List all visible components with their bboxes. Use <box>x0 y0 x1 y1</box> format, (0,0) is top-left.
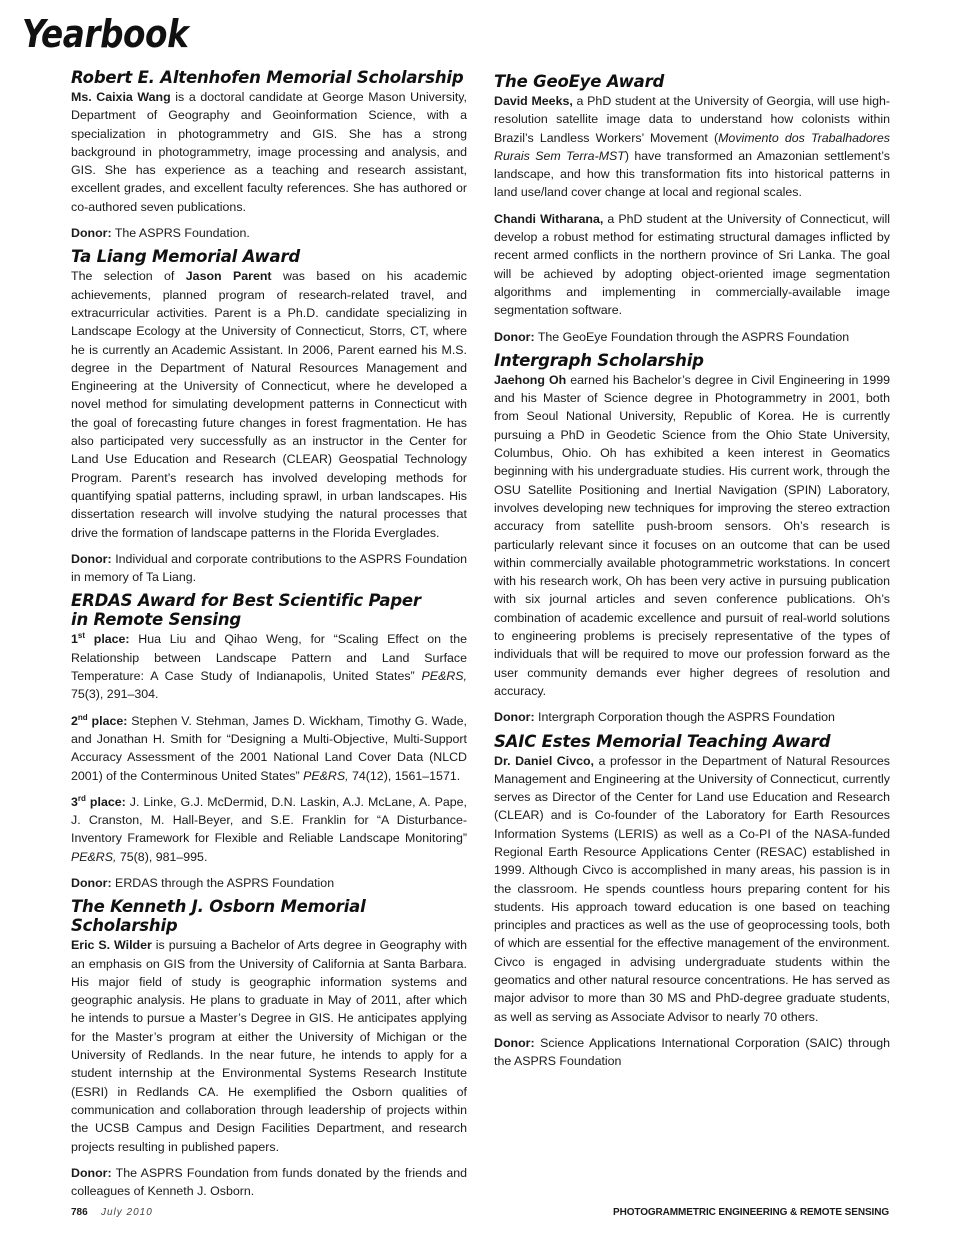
section-body: Chandi Witharana, a PhD student at the University of Connecticut, will develop a robust method for estimating structural damages inflicted by recent armed conflicts in the northern province of Sri Lanka. The goal will be achieved by adopting object-oriented image segmentation algorithms and implementing in commercially-available image segmentation software. <box>494 211 890 318</box>
section-body: Eric S. Wilder is pursuing a Bachelor of Arts degree in Geography with an emphasis on GIS from the University of California at Santa Barbara. His major field of study is geographic information systems and geographic analysis. He plans to graduate in May of 2011, after which he intends to pursue a Master’s Degree in GIS. He anticipates applying for the Master’s program at either the University of Michigan or the University of Redlands. In the near future, he intends to apply for a student internship at the Environmental Systems Research Institute (ESRI) in Redlands CA. He exemplified the Osborn qualities of communication and collaboration through leadership of projects within the UCSB Campus and Design Facilities Department, and research projects resulting in published papers. <box>71 938 467 1154</box>
section-title: The Kenneth J. Osborn Memorial Scholarship <box>71 897 366 936</box>
journal-name: PHOTOGRAMMETRIC ENGINEERING & REMOTE SENSING <box>613 1207 889 1218</box>
page-number: 786 <box>71 1207 88 1218</box>
section-body: Ms. Caixia Wang is a doctoral candidate at George Mason University, Department of Geography and Geoinformation Science, with a specialization in photogrammetry and GIS. She has a strong background in photogrammetry, image processing and analysis, and GIS. She has experience as a teaching and research assistant, excellent grades, and excellent faculty references. She has authored or co-authored seven publications. <box>71 90 467 214</box>
recipient-name: David Meeks, <box>494 94 573 108</box>
recipient-name: Dr. Daniel Civco, <box>494 753 594 768</box>
section-title: Robert E. Altenhofen Memorial Scholarship <box>71 68 464 87</box>
donor-line: Donor: Science Applications International Corporation (SAIC) through the ASPRS Foundation <box>494 1035 890 1069</box>
donor-line: Donor: Intergraph Corporation though the ASPRS Foundation <box>494 710 835 725</box>
left-column <box>71 68 467 1205</box>
section-intergraph <box>494 351 890 727</box>
recipient-name: Jason Parent <box>185 269 272 284</box>
section-saic <box>494 732 890 1071</box>
section-title: Intergraph Scholarship <box>494 350 704 370</box>
third-place: 3rd place: J. Linke, G.J. McDermid, D.N. Laskin, A.J. McLane, A. Pape, J. Cranston, M. Hall-Beyer, and S.E. Franklin for “A Disturbance-Inventory Framework for Flexible and Reliable Landscape Monitoring” PE&RS, 75(8), 981–995. <box>71 793 467 864</box>
issue-date: July 2010 <box>101 1207 153 1218</box>
donor-line: Donor: ERDAS through the ASPRS Foundation <box>71 875 335 890</box>
section-geoeye <box>494 72 890 346</box>
right-column <box>494 72 890 1076</box>
masthead-title: Yearbook <box>22 12 189 56</box>
section-title: The GeoEye Award <box>494 72 665 91</box>
donor-line: Donor: The ASPRS Foundation from funds donated by the friends and colleagues of Kenneth J. Osborn. <box>71 1165 467 1199</box>
section-altenhofen <box>71 68 467 242</box>
donor-line: Donor: The GeoEye Foundation through the ASPRS Foundation <box>494 329 850 344</box>
recipient-name: Eric S. Wilder <box>71 938 152 953</box>
donor-line: Donor: Individual and corporate contributions to the ASPRS Foundation in memory of Ta Liang. <box>71 551 467 585</box>
recipient-name: Chandi Witharana, <box>494 211 604 226</box>
section-erdas <box>71 591 467 892</box>
first-place: 1st place: Hua Liu and Qihao Weng, for “Scaling Effect on the Relationship between Landscape Pattern and Land Surface Temperature: A Case Study of Indianapolis, United States” PE&RS, 75(3), 291–304. <box>71 631 467 702</box>
section-title: Ta Liang Memorial Award <box>71 247 301 267</box>
section-title: SAIC Estes Memorial Teaching Award <box>494 731 831 751</box>
section-ta-liang <box>71 247 467 586</box>
section-osborn <box>71 897 467 1200</box>
section-body: Dr. Daniel Civco, a professor in the Department of Natural Resources Management and Engineering at the University of Connecticut, currently serves as Director of the Center for Land use Education and Research (CLEAR) and is Co-founder of the Laboratory for Earth Resources Information Systems (LERIS) as well as a Co-PI of the NASA-funded Regional Earth Resource Applications Center (RESAC) established in 1999. Although Civco is accomplished in many areas, his passion is in the classroom. He spends countless hours preparing content for his students. His approach toward education is one based on teaching principles and practices as well as the use of geoprocessing tools, both of which are essential for the effective management of the environment. Civco is engaged in advising undergraduate students within the geomatics and other natural resource concentrations. He has served as major advisor to more than 30 MS and PhD-degree graduate students, as well as serving as Associate Advisor to nearly 70 others. <box>494 753 890 1024</box>
section-body: The selection of Jason Parent was based on his academic achievements, planned program of research-related travel, and extracurricular activities. Parent is a Ph.D. candidate specializing in Landscape Ecology at the University of Connecticut, Storrs, CT, where he is currently an Academic Assistant. In 2006, Parent earned his M.S. degree in the Department of Natural Resources Management and Engineering at the University of Connecticut, where he developed a novel method for simulating development patterns in Connecticut with the goal of forecasting future changes in forest fragmentation. He has also participated very successfully as an instructor in the Center for Land Use Education and Research (CLEAR) Geospatial Technology Program. Parent’s research has involved developing methods for quantifying spatial patterns, including sprawl, in urban landscapes. His dissertation research will involve studying the natural processes that drive the formation of landscape patterns in the Florida Everglades. <box>71 269 467 540</box>
recipient-name: Jaehong Oh <box>494 372 567 387</box>
section-title: ERDAS Award for Best Scientific Paper in Remote Sensing <box>71 591 421 630</box>
recipient-name: Ms. Caixia Wang <box>71 90 171 104</box>
donor-line: Donor: The ASPRS Foundation. <box>71 226 250 241</box>
second-place: 2nd place: Stephen V. Stehman, James D. Wickham, Timothy G. Wade, and Jonathan H. Smith for “Designing a Multi-Objective, Multi-Support Accuracy Assessment of the 2001 National Land Cover Data (NLCD 2001) of the Conterminous United States” PE&RS, 74(12), 1561–1571. <box>71 712 467 783</box>
section-body: Jaehong Oh earned his Bachelor’s degree in Civil Engineering in 1999 and his Master of Science degree in Photogrammetry in 2001, both from Seoul National University, Republic of Korea. He is currently pursuing a PhD in Geodetic Science from the Ohio State University, Columbus, Ohio. Oh has exhibited a keen interest in Geomatics beginning with his undergraduate studies. His current work, through the OSU Satellite Positioning and Inertial Navigation (SPIN) Laboratory, involves developing new techniques for improving the stereo extraction accuracy from satellite push-broom sensors. Oh’s research is particularly relevant since it focuses on an outcome that can be used within commercially available photogrammetric workstations. In concert with his research work, Oh has been very active in pursuing publication with six journal articles and seven conference publications. Oh’s combination of academic excellence and pursuit of real-world solutions to engineering problems is precisely representative of the types of individuals that will be required to move our profession forward as the user community demands ever higher degrees of resolution and accuracy. <box>494 372 890 698</box>
section-body: David Meeks, a PhD student at the University of Georgia, will use high-resolution satellite image data to understand how colonists within Brazil’s Landless Workers’ Movement (Movimento dos Trabalhadores Rurais Sem Terra-MST) have transformed an Amazonian settlement’s landscape, and how this transformation fits into historical patterns in land use/land cover change at local and regional scales. <box>494 94 890 200</box>
